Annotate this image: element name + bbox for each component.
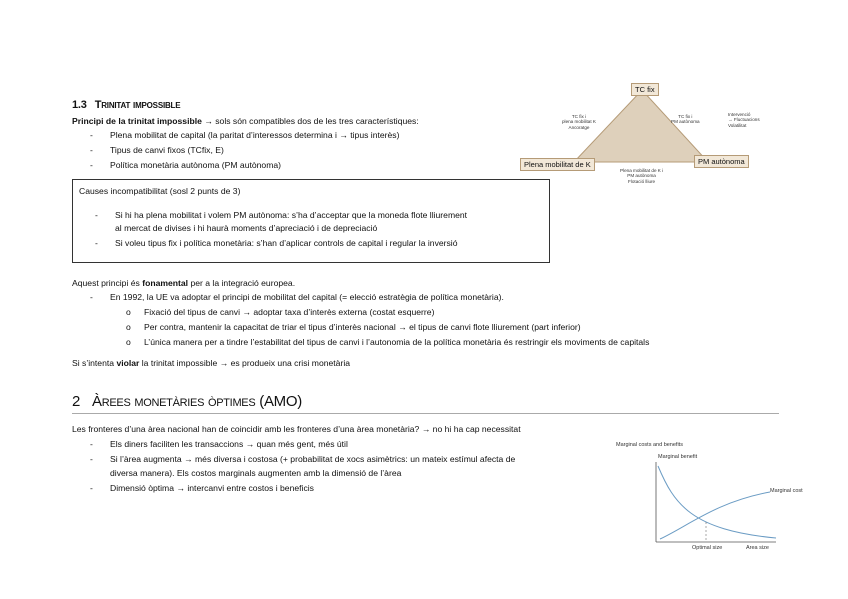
sub-list-item: o L’única manera per a tindre l’estabilitat del tipus de canvi i l’autonomia de la política monetària és restringir els moviments de capitals [126,337,650,347]
cost-label: Marginal cost [770,488,803,494]
list-item: - Si voleu tipus fix i política monetària: s’han d’aplicar controls de capital i regular la inversió [95,238,458,248]
principle-intro [72,116,419,127]
list-item: - Plena mobilitat de capital (la paritat d’interessos determina i → tipus interès) [90,130,400,140]
note-far-right: Intervenció → Fluctuacions Volatilitat [728,112,760,128]
section-title: Trinitat impossible [94,99,181,111]
chart-title: Marginal costs and benefits [616,442,683,448]
principle-rest: → sols són compatibles dos de les tres característiques: [201,116,419,126]
list-item: - Si hi ha plena mobilitat i volem PM autònoma: s’ha d’acceptar que la moneda flote lliurement [95,210,468,220]
list-item: - Política monetària autònoma (PM autònoma) [90,160,282,170]
list-item: - Si l’àrea augmenta → més diversa i costosa (+ probabilitat de xocs asimètrics: un mateix estímul afecta de [90,454,516,464]
list-item: - Dimensió òptima → intercanvi entre costos i beneficis [90,483,314,493]
section-title-abbr: (AMO) [259,393,302,410]
amo-intro: Les fronteres d’una àrea nacional han de coincidir amb les fronteres d’una àrea monetària? → no hi ha cap necessitat [72,424,521,434]
principle-bold: Principi de la trinitat impossible [72,116,202,126]
list-item: - Tipus de canvi fixos (TCfix, E) [90,145,224,155]
violation-line: Si s’intenta violar la trinitat impossible → es produeix una crisi monetària [72,358,351,368]
violar-bold: violar [116,358,140,368]
integration-intro: Aquest principi és fonamental per a la integració europea. [72,278,296,288]
label-pm-autonoma: PM autònoma [694,155,749,168]
section-number: 2 [72,393,81,410]
chart-plot [616,442,786,557]
causes-box [72,179,550,263]
list-item-cont: diversa manera). Els costos marginals augmenten amb la dimensió de l’àrea [110,468,402,478]
note-left-side: TC fix i plena mobilitat K Ancoratge [562,114,596,130]
section-title: Àrees monetàries òptimes [92,393,256,410]
sub-list-item: o Fixació del tipus de canvi → adoptar taxa d’interès externa (costat esquerre) [126,307,435,317]
section-number: 1.3 [72,99,87,111]
label-tc-fix: TC fix [631,83,659,96]
section-heading-2 [72,393,302,410]
note-bottom: Plena mobilitat de K i PM autònoma Flotació lliure [620,168,664,184]
fonamental-bold: fonamental [142,278,189,288]
heading-rule [72,413,779,414]
list-item-cont: al mercat de divises i hi haurà moments d’apreciació i de depreciació [115,223,378,233]
section-heading-1-3 [72,99,180,111]
list-item: - En 1992, la UE va adoptar el principi de mobilitat del capital (= elecció estratègia de política monetària). [90,292,504,302]
list-item: - Els diners faciliten les transaccions → quan més gent, més útil [90,439,348,449]
benefit-label: Marginal benefit [658,454,698,460]
x-optimal-label: Optimal size [692,545,723,551]
marginal-chart [616,442,803,557]
note-right-side: TC fix i PM autònoma [671,114,700,125]
sub-list-item: o Per contra, mantenir la capacitat de triar el tipus d’interès nacional → el tipus de canvi flote lliurement (part inferior) [126,322,581,332]
trinity-triangle-figure [516,80,786,184]
causes-title: Causes incompatibilitat (sosl 2 punts de 3) [79,186,241,196]
x-axis-label: Area size [746,545,769,551]
label-plena-mobilitat: Plena mobilitat de K [520,158,595,171]
